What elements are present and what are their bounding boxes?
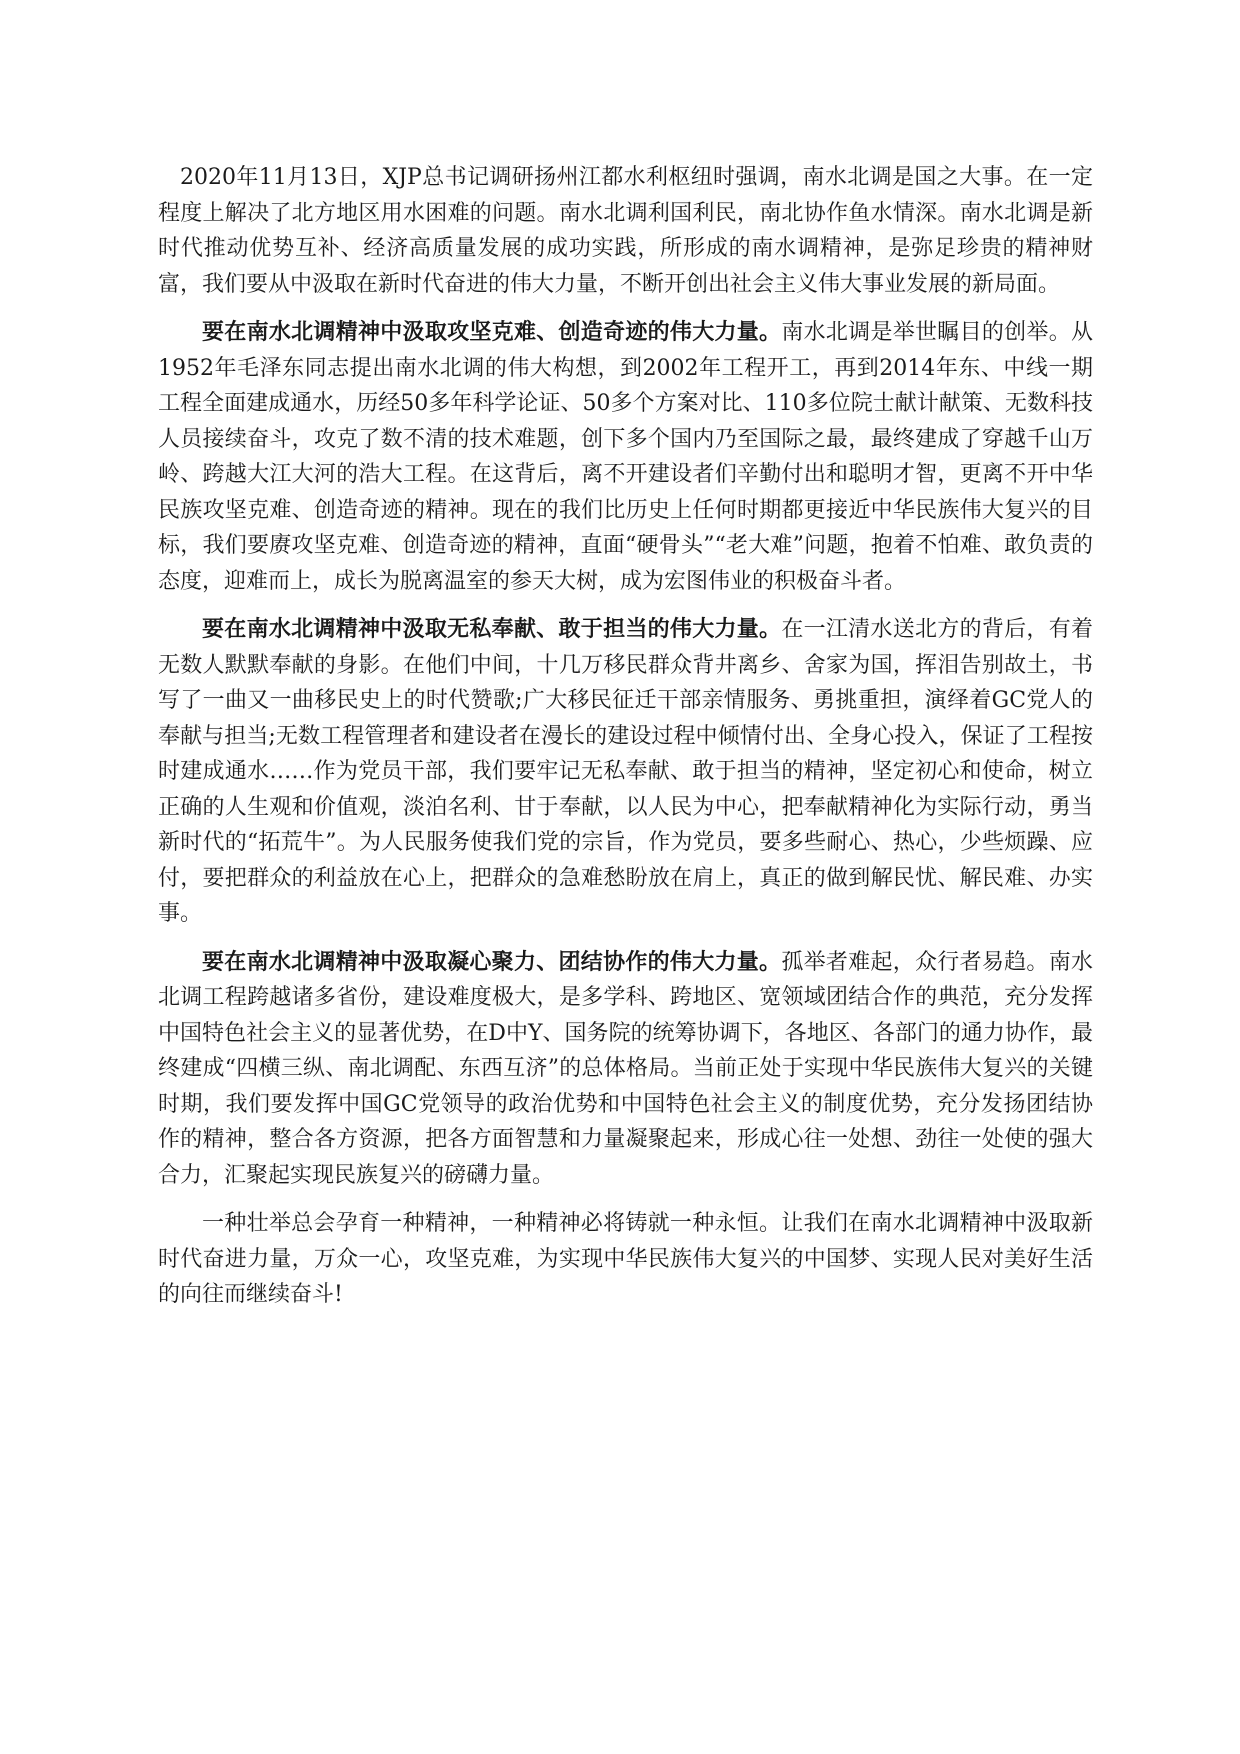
paragraph-lead: 要在南水北调精神中汲取凝心聚力、团结协作的伟大力量。 bbox=[202, 948, 782, 975]
paragraph-text: 一种壮举总会孕育一种精神，一种精神必将铸就一种永恒。让我们在南水北调精神中汲取新时代奋进力量，万众一心，攻坚克难，为实现中华民族伟大复兴的中国梦、实现人民对美好生活的向往而继续奋斗! bbox=[158, 1211, 1093, 1307]
paragraph-text: 南水北调是举世瞩目的创举。从1952年毛泽东同志提出南水北调的伟大构想，到2002年工程开工，再到2014年东、中线一期工程全面建成通水，历经50多年科学论证、50多个方案对比、110多位院士献计献策、无数科技人员接续奋斗，攻克了数不清的技术难题，创下多个国内乃至国际之最，最终建成了穿越千山万岭、跨越大江大河的浩大工程。在这背后，离不开建设者们辛勤付出和聪明才智，更离不开中华民族攻坚克难、创造奇迹的精神。现在的我们比历史上任何时期都更接近中华民族伟大复兴的目标，我们要赓攻坚克难、创造奇迹的精神，直面“硬骨头”“老大难”问题，抱着不怕难、敢负责的态度，迎难而上，成长为脱离温室的参天大树，成为宏图伟业的积极奋斗者。 bbox=[158, 320, 1093, 594]
paragraph-lead: 要在南水北调精神中汲取攻坚克难、创造奇迹的伟大力量。 bbox=[202, 319, 782, 345]
paragraph-intro bbox=[158, 160, 1093, 302]
document-body bbox=[158, 160, 1093, 1326]
paragraph-overcome-difficulties bbox=[158, 315, 1093, 599]
paragraph-lead: 要在南水北调精神中汲取无私奉献、敢于担当的伟大力量。 bbox=[202, 616, 782, 642]
paragraph-conclusion bbox=[158, 1206, 1093, 1313]
paragraph-selfless-dedication bbox=[158, 612, 1093, 932]
paragraph-text: 2020年11月13日，XJP总书记调研扬州江都水利枢纽时强调，南水北调是国之大事。在一定程度上解决了北方地区用水困难的问题。南水北调利国利民，南北协作鱼水情深。南水北调是新时代推动优势互补、经济高质量发展的成功实践，所形成的南水调精神，是弥足珍贵的精神财富，我们要从中汲取在新时代奋进的伟大力量，不断开创出社会主义伟大事业发展的新局面。 bbox=[158, 165, 1093, 297]
paragraph-text: 在一江清水送北方的背后，有着无数人默默奉献的身影。在他们中间，十几万移民群众背井离乡、舍家为国，挥泪告别故土，书写了一曲又一曲移民史上的时代赞歌;广大移民征迁干部亲情服务、勇挑重担，演绎着GC党人的奉献与担当;无数工程管理者和建设者在漫长的建设过程中倾情付出、全身心投入，保证了工程按时建成通水……作为党员干部，我们要牢记无私奉献、敢于担当的精神，坚定初心和使命，树立正确的人生观和价值观，淡泊名利、甘于奉献，以人民为中心，把奉献精神化为实际行动，勇当新时代的“拓荒牛”。为人民服务使我们党的宗旨，作为党员，要多些耐心、热心，少些烦躁、应付，要把群众的利益放在心上，把群众的急难愁盼放在肩上，真正的做到解民忧、解民难、办实事。 bbox=[158, 617, 1093, 926]
paragraph-unity-cooperation bbox=[158, 945, 1093, 1194]
paragraph-text: 孤举者难起，众行者易趋。南水北调工程跨越诸多省份，建设难度极大，是多学科、跨地区、宽领域团结合作的典范，充分发挥中国特色社会主义的显著优势，在D中Y、国务院的统筹协调下，各地区、各部门的通力协作，最终建成“四横三纵、南北调配、东西互济”的总体格局。当前正处于实现中华民族伟大复兴的关键时期，我们要发挥中国GC党领导的政治优势和中国特色社会主义的制度优势，充分发扬团结协作的精神，整合各方资源，把各方面智慧和力量凝聚起来，形成心往一处想、劲往一处使的强大合力，汇聚起实现民族复兴的磅礴力量。 bbox=[158, 949, 1093, 1188]
